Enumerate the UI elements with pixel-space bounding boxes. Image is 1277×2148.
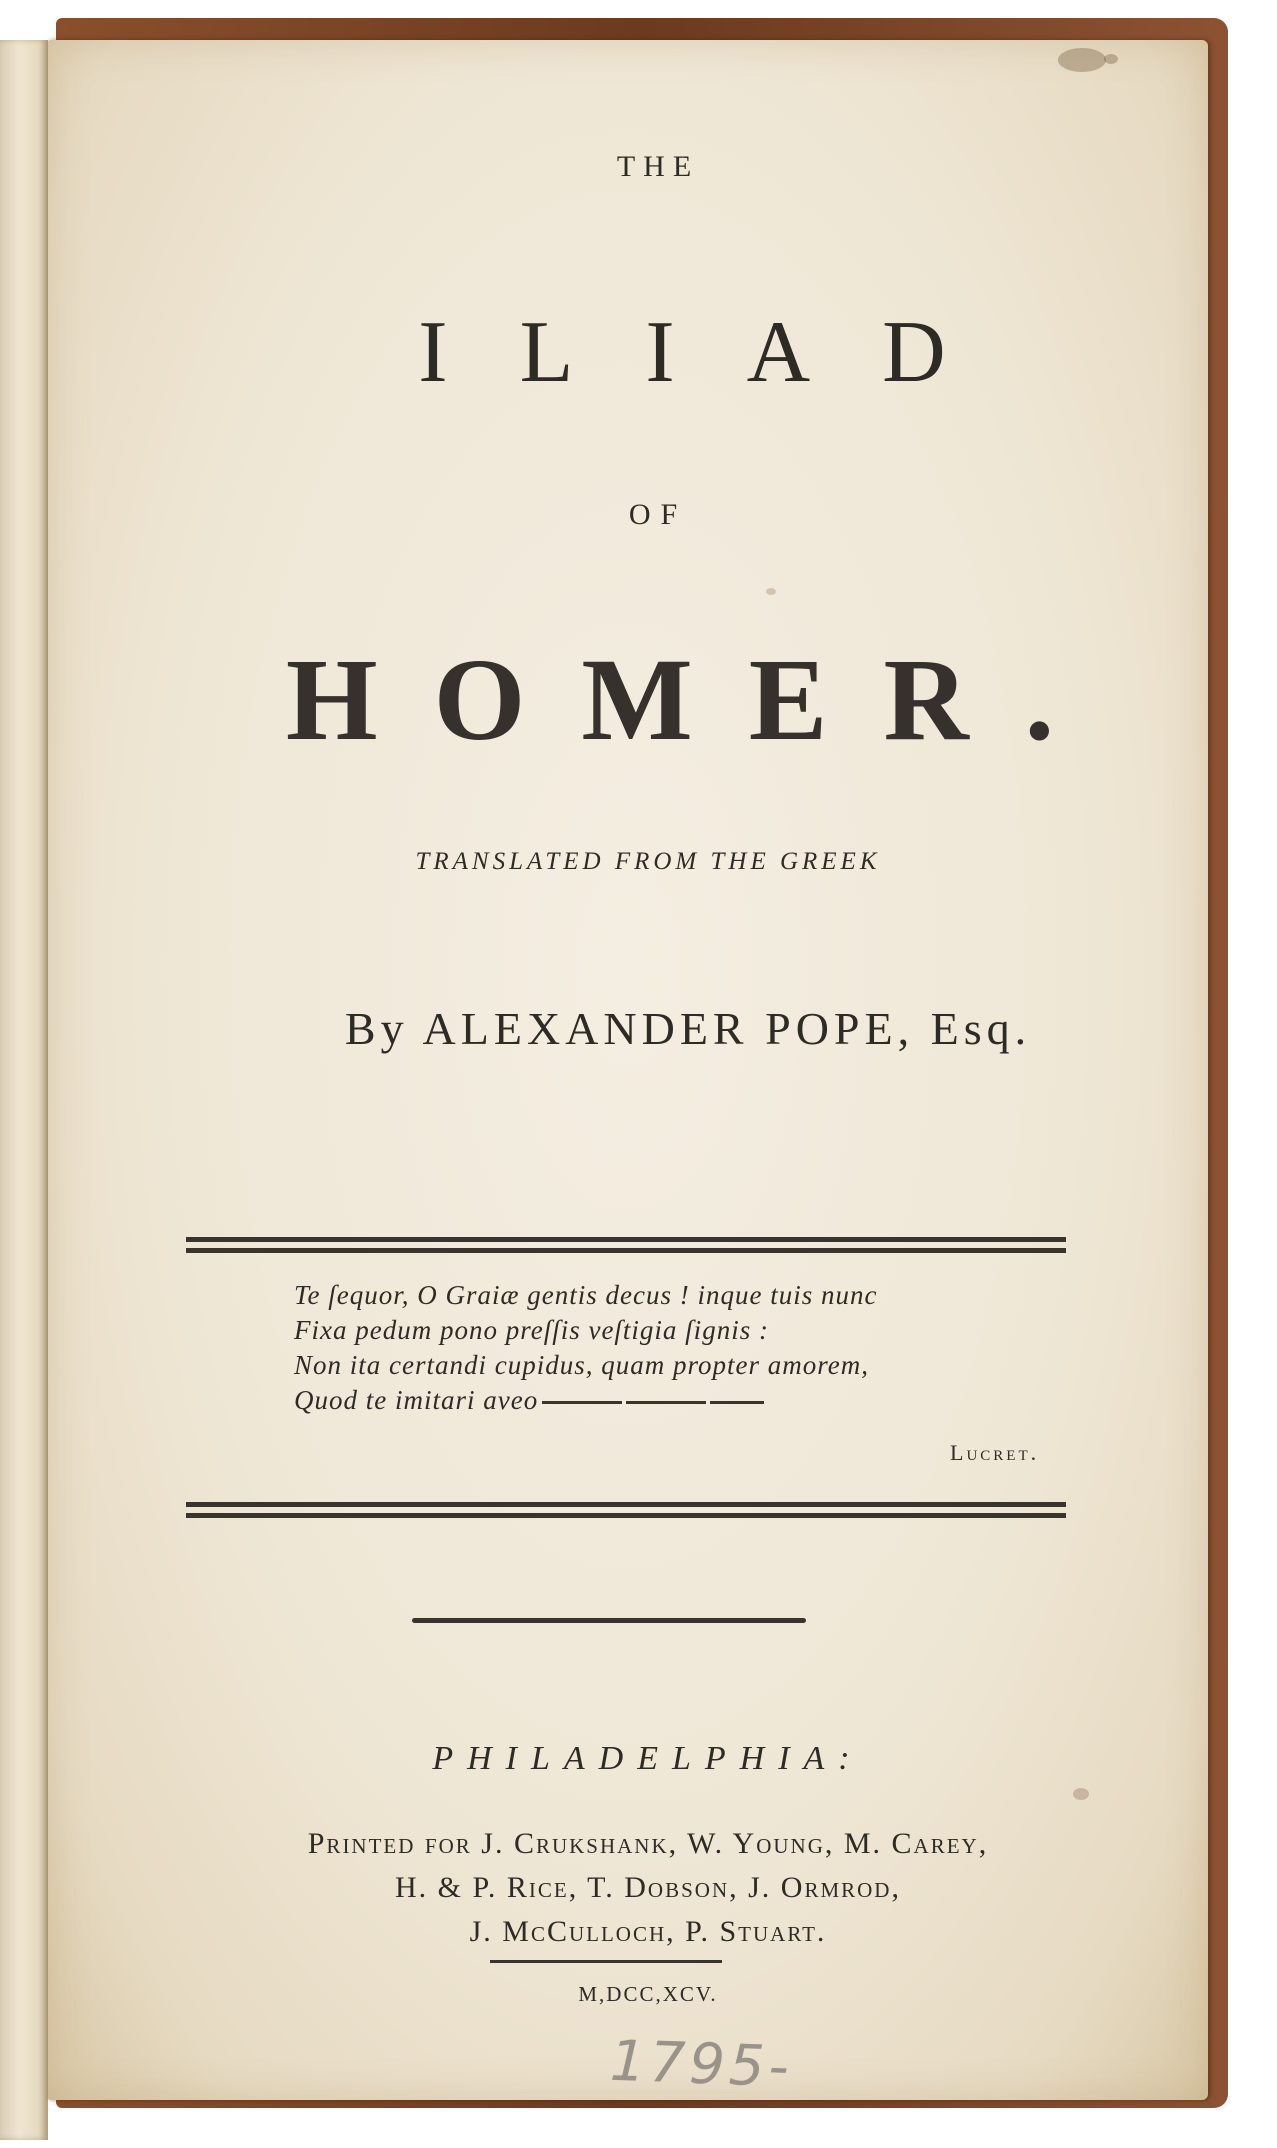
epigraph-dash [626, 1401, 706, 1404]
title-of: OF [628, 498, 688, 531]
epigraph [294, 1278, 877, 1418]
imprint-city: PHILADELPHIA: [432, 1740, 864, 1777]
epigraph-line: Fixa pedum pono preſſis veſtigia ſignis : [294, 1315, 769, 1345]
handwritten-year: 1795- [608, 2028, 794, 2101]
double-rule-top [186, 1248, 1066, 1253]
epigraph-line: Quod te imitari aveo [294, 1385, 539, 1415]
foxing-spot [1073, 1788, 1089, 1800]
epigraph-dash [542, 1401, 622, 1404]
translator-line: By ALEXANDER POPE, Esq. [344, 1003, 1032, 1054]
title-article: THE [616, 150, 700, 183]
epigraph-dash [710, 1401, 764, 1404]
foxing-spot [1104, 54, 1118, 64]
translation-note: TRANSLATED FROM THE GREEK [415, 848, 881, 875]
title-page [48, 40, 1208, 2100]
imprint-rule [490, 1960, 722, 1963]
epigraph-line: Non ita certandi cupidus, quam propter amorem, [294, 1350, 869, 1380]
epigraph-line: Te ſequor, O Graiæ gentis decus ! inque tuis nunc [294, 1280, 878, 1310]
double-rule-bottom [186, 1513, 1066, 1518]
previous-leaf-edge [0, 40, 48, 2140]
book-title: ILIAD [418, 304, 1018, 401]
author-name: HOMER. [285, 634, 1111, 765]
epigraph-attribution: Lucret. [950, 1440, 1040, 1465]
printers-line: H. & P. Rice, T. Dobson, J. Ormrod, [395, 1871, 901, 1904]
foxing-spot [1058, 48, 1106, 72]
double-rule-bottom [186, 1502, 1066, 1507]
foxing-spot [766, 588, 776, 595]
imprint-date: M,DCC,XCV. [578, 1982, 718, 2006]
ornamental-rule [412, 1618, 806, 1623]
double-rule-top [186, 1237, 1066, 1242]
printers-line: J. McCulloch, P. Stuart. [469, 1915, 827, 1948]
imprint-printers [48, 1822, 1228, 1954]
printers-line: Printed for J. Crukshank, W. Young, M. Carey, [307, 1827, 989, 1860]
